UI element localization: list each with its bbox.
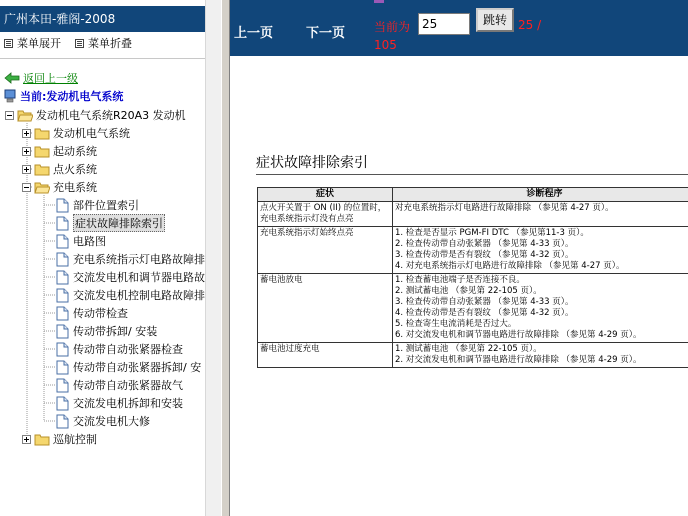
expand-toggle-icon[interactable]: [22, 165, 31, 174]
page-toolbar: [230, 0, 688, 56]
document-icon: [56, 234, 69, 249]
tree-doc-label: 传动带自动张紧器拆卸/ 安: [73, 361, 202, 374]
procedure-step: 1. 检查蓄电池端子是否连接不良。: [395, 275, 525, 285]
procedure-cell: [393, 227, 688, 274]
tree-doc-label: 交流发电机控制电路故障排: [73, 289, 205, 302]
table-header-row: [258, 188, 688, 202]
tree-doc-label: 部件位置索引: [73, 199, 139, 212]
back-link[interactable]: 返回上一级: [23, 72, 78, 85]
tree-doc[interactable]: [56, 412, 150, 430]
tree-folder-label: 起动系统: [53, 145, 97, 158]
procedure-step: 2. 对交流发电机和调节器电路进行故障排除 （参见第 4-29 页）。: [395, 355, 642, 365]
procedure-step: 3. 检查传动带自动张紧器 （参见第 4-33 页）。: [395, 297, 574, 307]
symptom-cell: 充电系统指示灯始终点亮: [258, 227, 393, 274]
left-scrollbar[interactable]: [205, 0, 221, 516]
tree-doc[interactable]: [56, 250, 205, 268]
symptom-table: [257, 187, 688, 368]
symptom-cell: 蓄电池过度充电: [258, 343, 393, 368]
menu-icon: [75, 39, 84, 48]
procedure-cell: [393, 202, 688, 227]
menu-icon: [4, 39, 13, 48]
prev-page-button[interactable]: 上一页: [234, 26, 274, 41]
header-symptom: 症状: [258, 188, 393, 202]
back-link-row[interactable]: [4, 70, 78, 86]
tree-doc[interactable]: [56, 394, 183, 412]
divider: [0, 58, 205, 59]
document-icon: [56, 324, 69, 339]
tree-doc-label: 传动带拆卸/ 安装: [73, 325, 158, 338]
tree-doc-label: 交流发电机和调节器电路故: [73, 271, 205, 284]
procedure-step: 2. 测试蓄电池 （参见第 22-105 页）。: [395, 286, 542, 296]
tree-doc[interactable]: [56, 304, 128, 322]
manual-title: 广州本田-雅阁-2008: [0, 6, 205, 32]
document-pane: [230, 0, 688, 516]
folder-icon: [34, 433, 50, 446]
expand-toggle-icon[interactable]: [22, 435, 31, 444]
document-title: 症状故障排除索引: [256, 155, 368, 171]
header-procedure: 诊断程序: [393, 188, 688, 202]
document-icon: [56, 252, 69, 267]
collapse-toggle-icon[interactable]: [5, 111, 14, 120]
symptom-cell: 点火开关置于 ON (II) 的位置时，充电系统指示灯没有点亮: [258, 202, 393, 227]
folder-icon: [34, 127, 50, 140]
tree-doc-label: 传动带自动张紧器故气: [73, 379, 183, 392]
procedure-cell: [393, 343, 688, 368]
document-icon: [56, 396, 69, 411]
tree-doc-label: 传动带自动张紧器检查: [73, 343, 183, 356]
current-page-label: 当前为: [374, 20, 411, 34]
expand-toggle-icon[interactable]: [22, 129, 31, 138]
expand-toggle-icon[interactable]: [22, 147, 31, 156]
back-arrow-icon: [4, 72, 20, 84]
tree-doc[interactable]: [56, 196, 139, 214]
title-rule: [256, 174, 688, 175]
document-icon: [56, 288, 69, 303]
procedure-step: 3. 检查传动带是否有裂纹 （参见第 4-32 页）。: [395, 250, 574, 260]
expand-menu-button[interactable]: [4, 35, 61, 51]
tree-doc[interactable]: [56, 376, 183, 394]
tree-folder[interactable]: [22, 142, 97, 160]
jump-button[interactable]: 跳转: [476, 8, 514, 32]
document-icon: [56, 342, 69, 357]
folder-open-icon: [34, 181, 50, 194]
page-total-part-a: 25 /: [518, 18, 542, 32]
table-row: [258, 202, 688, 227]
tree-doc-label: 症状故障排除索引: [73, 214, 165, 232]
tree-folder-expanded[interactable]: [22, 178, 97, 196]
folder-icon: [34, 145, 50, 158]
current-location-label: 当前:发动机电气系统: [20, 90, 124, 103]
document-icon: [56, 360, 69, 375]
document-icon: [56, 414, 69, 429]
procedure-step: 6. 对交流发电机和调节器电路进行故障排除 （参见第 4-29 页）。: [395, 330, 642, 340]
table-row: [258, 343, 688, 368]
tree-doc-label: 电路图: [73, 235, 106, 248]
collapse-toggle-icon[interactable]: [22, 183, 31, 192]
expand-menu-label: 菜单展开: [17, 37, 61, 50]
navigation-pane: [0, 0, 221, 516]
procedure-step: 5. 检查寄生电流消耗是否过大。: [395, 319, 517, 329]
tree-doc-label: 交流发电机拆卸和安装: [73, 397, 183, 410]
folder-open-icon: [17, 109, 33, 122]
document-icon: [56, 198, 69, 213]
tree-folder-label: 巡航控制: [53, 433, 97, 446]
tree-doc[interactable]: [56, 286, 205, 304]
tree-folder[interactable]: [22, 124, 130, 142]
tree-doc-label: 传动带检查: [73, 307, 128, 320]
table-row: [258, 227, 688, 274]
procedure-cell: [393, 274, 688, 343]
scroll-marker: [374, 0, 384, 3]
tree-folder-label: 点火系统: [53, 163, 97, 176]
tree-doc[interactable]: [56, 358, 201, 376]
current-location: [4, 88, 123, 104]
tree-doc[interactable]: [56, 322, 157, 340]
tree-doc-label: 交流发电机大修: [73, 415, 150, 428]
procedure-step: 4. 对充电系统指示灯电路进行故障排除 （参见第 4-27 页）。: [395, 261, 625, 271]
folder-icon: [34, 163, 50, 176]
collapse-menu-label: 菜单折叠: [88, 37, 132, 50]
tree-folder-label: 发动机电气系统: [53, 127, 130, 140]
tree-doc[interactable]: [56, 340, 183, 358]
tree-doc-selected[interactable]: [56, 214, 165, 232]
next-page-button[interactable]: 下一页: [306, 26, 346, 41]
document-icon: [56, 306, 69, 321]
tree-root[interactable]: [5, 106, 186, 124]
tree-folder-label: 充电系统: [53, 181, 97, 194]
tree-doc[interactable]: [56, 232, 106, 250]
procedure-step: 4. 检查传动带是否有裂纹 （参见第 4-32 页）。: [395, 308, 574, 318]
page-total-part-b: 105: [374, 38, 397, 52]
symptom-cell: 蓄电池放电: [258, 274, 393, 343]
tree-doc[interactable]: [56, 268, 205, 286]
procedure-step: 2. 检查传动带自动张紧器 （参见第 4-33 页）。: [395, 239, 574, 249]
document-icon: [56, 378, 69, 393]
menu-bar: [4, 36, 146, 50]
procedure-step: 对充电系统指示灯电路进行故障排除 （参见第 4-27 页）。: [395, 203, 614, 213]
page-number-input[interactable]: [418, 13, 470, 35]
procedure-step: 1. 测试蓄电池 （参见第 22-105 页）。: [395, 344, 542, 354]
document-icon: [56, 216, 69, 231]
tree-folder[interactable]: [22, 160, 97, 178]
document-icon: [56, 270, 69, 285]
tree-root-label: 发动机电气系统R20A3 发动机: [36, 109, 186, 122]
procedure-step: 1. 检查是否显示 PGM-FI DTC （参见第11-3 页）。: [395, 228, 589, 238]
computer-icon: [4, 89, 16, 103]
collapse-menu-button[interactable]: [75, 35, 132, 51]
table-row: [258, 274, 688, 343]
tree-doc-label: 充电系统指示灯电路故障排: [73, 253, 205, 266]
pane-splitter[interactable]: [221, 0, 230, 516]
tree-folder[interactable]: [22, 430, 97, 448]
